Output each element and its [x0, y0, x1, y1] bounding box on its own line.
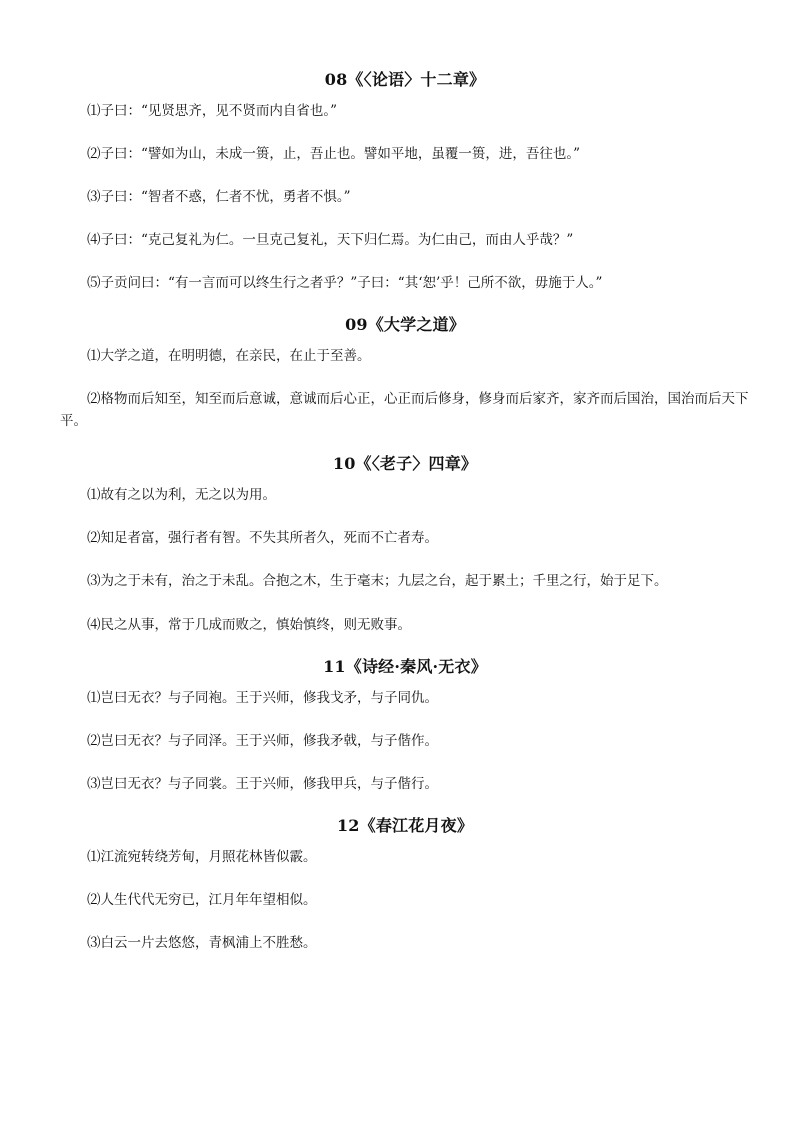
verse-item: ⑶岂曰无衣？与子同裳。王于兴师，修我甲兵，与子偕行。 — [87, 776, 438, 792]
section-daxue — [60, 315, 750, 432]
section-laozi — [60, 454, 750, 636]
verse-item: ⑵岂曰无衣？与子同泽。王于兴师，修我矛戟，与子偕作。 — [87, 733, 438, 749]
verse-item: ⑴子曰：“见贤思齐，见不贤而内自省也。” — [87, 103, 338, 119]
verse-item: ⑶子曰：“智者不惑，仁者不忧，勇者不惧。” — [87, 189, 351, 205]
section-title: 09《大学之道》 — [345, 315, 465, 334]
verse-item: ⑸子贡问曰：“有一言而可以终生行之者乎？”子曰：“其‘恕’乎！己所不欲，毋施于人。” — [87, 275, 603, 291]
section-lunyu — [60, 70, 750, 294]
section-title: 11《诗经·秦风·无衣》 — [323, 657, 487, 676]
verse-item: ⑴江流宛转绕芳甸，月照花林皆似霰。 — [87, 849, 317, 865]
verse-item: ⑶白云一片去悠悠，青枫浦上不胜愁。 — [87, 935, 317, 951]
section-title: 10《〈老子〉四章》 — [332, 454, 478, 473]
verse-item: ⑴岂曰无衣？与子同袍。王于兴师，修我戈矛，与子同仇。 — [87, 690, 438, 706]
verse-item: ⑵人生代代无穷已，江月年年望相似。 — [87, 892, 317, 908]
verse-item: ⑵子曰：“譬如为山，未成一篑，止，吾止也。譬如平地，虽覆一篑，进，吾往也。” — [87, 146, 581, 162]
verse-item: ⑷子曰：“克己复礼为仁。一旦克己复礼，天下归仁焉。为仁由己，而由人乎哉？” — [87, 232, 574, 248]
section-wuyi — [60, 657, 750, 795]
document-page — [60, 70, 750, 975]
section-title: 12《春江花月夜》 — [336, 816, 474, 835]
verse-item: ⑷民之从事，常于几成而败之，慎始慎终，则无败事。 — [87, 617, 411, 633]
verse-item: ⑵知足者富，强行者有智。不失其所者久，死而不亡者寿。 — [87, 530, 438, 546]
verse-item: ⑶为之于未有，治之于未乱。合抱之木，生于毫末；九层之台，起于累土；千里之行，始于足下。 — [87, 573, 668, 589]
verse-item: ⑵格物而后知至，知至而后意诚，意诚而后心正，心正而后修身，修身而后家齐，家齐而后国治，国治而后天下平。 — [60, 391, 749, 429]
verse-item: ⑴大学之道，在明明德，在亲民，在止于至善。 — [87, 348, 371, 364]
verse-item: ⑴故有之以为利，无之以为用。 — [87, 487, 276, 503]
section-chunjiang — [60, 816, 750, 954]
section-title: 08《〈论语〉十二章》 — [324, 70, 486, 89]
